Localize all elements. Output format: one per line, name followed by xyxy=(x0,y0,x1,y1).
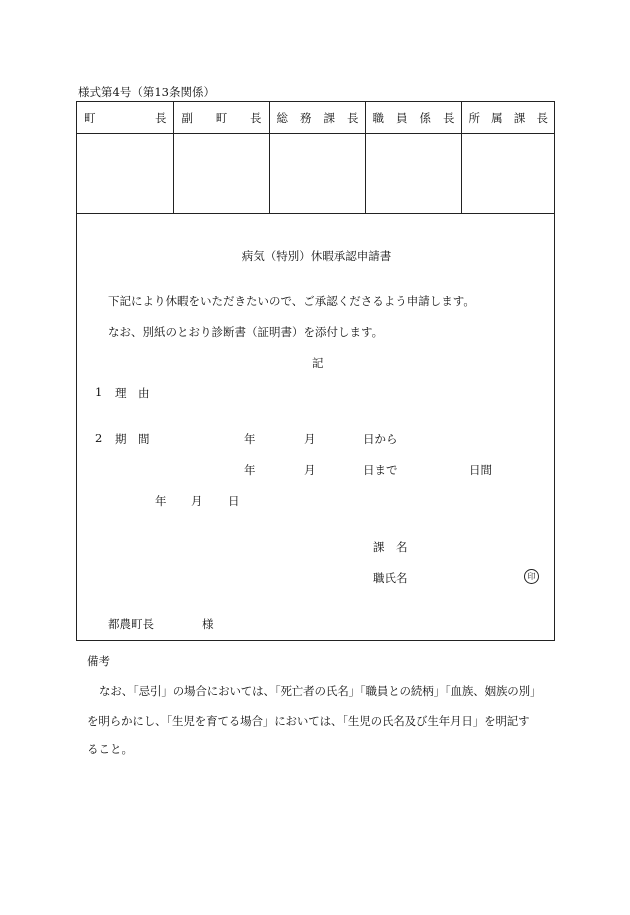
approval-header-char: 長 xyxy=(347,110,359,125)
application-date-year: 年 xyxy=(155,494,167,508)
approval-header-char: 総 xyxy=(276,110,288,125)
form-number-label: 様式第4号（第13条関係） xyxy=(78,85,215,99)
item1-reason-label: 理 由 xyxy=(115,386,150,400)
approval-header-char: 課 xyxy=(513,110,526,125)
period-end-month: 月 xyxy=(304,463,316,477)
request-paragraph: 下記により休暇をいただきたいので、ご承認くださるよう申請します。 xyxy=(108,294,475,308)
remarks-line-3: ること。 xyxy=(87,742,133,756)
approval-header-char: 員 xyxy=(396,110,408,125)
application-date-month: 月 xyxy=(191,494,203,508)
approval-header-char: 町 xyxy=(215,110,228,125)
seal-icon: 印 xyxy=(524,569,539,584)
approval-header-mayor xyxy=(77,102,173,134)
section-name-label: 課 名 xyxy=(373,540,408,554)
approval-stamp-box-staff-section-chief[interactable] xyxy=(365,134,461,214)
approval-header-char: 副 xyxy=(181,110,193,125)
approval-stamp-box-general-affairs-chief[interactable] xyxy=(269,134,365,214)
approval-header-char: 務 xyxy=(300,110,312,125)
employee-name-label: 職氏名 xyxy=(373,571,408,585)
approval-header-department-chief xyxy=(461,102,554,134)
attachment-paragraph: なお、別紙のとおり診断書（証明書）を添付します。 xyxy=(108,325,384,339)
item2-number: 2 xyxy=(95,431,103,445)
addressee-honorific: 様 xyxy=(202,617,214,631)
approval-header-char: 所 xyxy=(468,110,480,125)
application-date-day: 日 xyxy=(228,494,240,508)
period-day-count: 日間 xyxy=(469,463,492,477)
approval-header-char: 係 xyxy=(419,110,431,125)
approval-header-char: 長 xyxy=(443,110,455,125)
approval-header-char: 職 xyxy=(372,110,384,125)
item2-period-label: 期 間 xyxy=(115,432,150,446)
approval-stamp-box-mayor[interactable] xyxy=(77,134,173,214)
period-end-year: 年 xyxy=(244,463,256,477)
period-start-month: 月 xyxy=(304,432,316,446)
approval-header-general-affairs-chief xyxy=(269,102,365,134)
addressee-name: 都農町長 xyxy=(108,617,154,631)
approval-stamp-box-deputy-mayor[interactable] xyxy=(173,134,269,214)
remarks-line-1: なお、「忌引」の場合においては、「死亡者の氏名」「職員との続柄」「血族、姻族の別」 xyxy=(99,684,542,698)
approval-header-char: 長 xyxy=(250,110,262,125)
ki-heading: 記 xyxy=(312,356,324,370)
item1-number: 1 xyxy=(95,385,103,399)
approval-header-deputy-mayor xyxy=(173,102,269,134)
approval-stamp-table xyxy=(77,102,554,214)
approval-header-char: 課 xyxy=(323,110,335,125)
application-form-frame xyxy=(76,101,555,641)
approval-header-char: 長 xyxy=(536,110,548,125)
approval-header-char: 属 xyxy=(491,110,503,125)
document-title: 病気（特別）休暇承認申請書 xyxy=(241,249,392,263)
approval-stamp-box-department-chief[interactable] xyxy=(461,134,554,214)
approval-header-char: 長 xyxy=(155,110,167,125)
approval-header-staff-section-chief xyxy=(365,102,461,134)
period-start-year: 年 xyxy=(244,432,256,446)
period-end-day: 日まで xyxy=(363,463,398,477)
approval-header-char: 町 xyxy=(84,110,96,125)
period-start-day: 日から xyxy=(363,432,398,446)
remarks-line-2: を明らかにし、「生児を育てる場合」においては、「生児の氏名及び生年月日」を明記す xyxy=(87,714,530,728)
remarks-heading: 備考 xyxy=(87,654,110,668)
